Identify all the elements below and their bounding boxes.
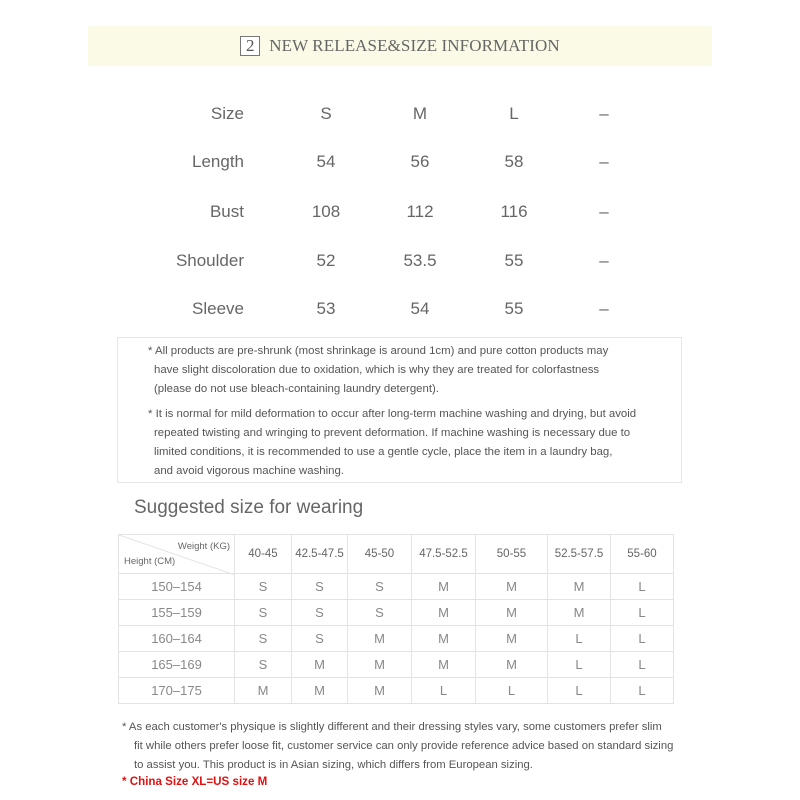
- note-line: limited conditions, it is recommended to use a gentle cycle, place the item in a laundry bag,: [154, 446, 613, 458]
- size-chart-cell: –: [599, 152, 609, 171]
- suggested-size-cell: M: [235, 678, 292, 704]
- size-chart-cell: 56: [410, 152, 430, 171]
- suggested-size-cell: L: [548, 678, 611, 704]
- height-row: [119, 574, 674, 600]
- size-chart-row-label: Length: [192, 152, 244, 171]
- size-chart-header-row: [150, 99, 630, 129]
- suggested-size-cell: S: [292, 600, 348, 626]
- suggested-size-cell: M: [292, 678, 348, 704]
- suggested-size-cell: S: [292, 574, 348, 600]
- sizing-disclaimer: [122, 718, 673, 775]
- size-chart-row-label: Shoulder: [175, 251, 244, 270]
- note-line: (please do not use bleach-containing laundry detergent).: [154, 383, 439, 395]
- suggested-size-cell: M: [548, 574, 611, 600]
- size-chart-row-label: Size: [210, 104, 244, 123]
- section-title: NEW RELEASE&SIZE INFORMATION: [269, 36, 560, 55]
- size-chart-cell: 112: [406, 202, 434, 221]
- size-chart-row: [150, 294, 630, 324]
- size-chart-cell: M: [412, 104, 428, 123]
- disclaimer-line: * As each customer's physique is slightly different and their dressing styles vary, some customers prefer slim: [122, 721, 662, 733]
- size-chart-cell: 116: [500, 202, 528, 221]
- suggested-size-cell: M: [348, 678, 412, 704]
- suggested-size-cell: M: [476, 652, 548, 678]
- care-note-washing: [148, 405, 678, 481]
- note-line: repeated twisting and wringing to prevent deformation. If machine washing is necessary due to: [154, 427, 631, 439]
- size-chart-cell: 53.5: [403, 251, 437, 270]
- section-banner: [88, 26, 712, 66]
- suggested-size-table: [118, 534, 674, 704]
- suggested-size-cell: M: [476, 626, 548, 652]
- suggested-size-cell: M: [476, 600, 548, 626]
- suggested-size-cell: L: [611, 600, 674, 626]
- table-corner-cell: [119, 535, 235, 574]
- weight-axis-label: Weight (KG): [177, 541, 230, 552]
- suggested-size-cell: S: [235, 574, 292, 600]
- size-chart-cell: 54: [410, 299, 430, 318]
- size-chart-cell: 58: [504, 152, 524, 171]
- suggested-size-cell: L: [476, 678, 548, 704]
- suggested-size-cell: S: [348, 600, 412, 626]
- weight-header: 45-50: [348, 535, 412, 574]
- suggested-size-cell: S: [235, 600, 292, 626]
- size-chart-cell: L: [509, 104, 519, 123]
- suggested-size-cell: M: [412, 652, 476, 678]
- disclaimer-line: to assist you. This product is in Asian sizing, which differs from European sizing.: [134, 759, 533, 771]
- weight-header: 52.5-57.5: [548, 535, 611, 574]
- suggested-size-cell: M: [292, 652, 348, 678]
- size-chart-row: [150, 147, 630, 177]
- size-chart-row: [150, 197, 630, 227]
- height-range-cell: 160–164: [119, 626, 235, 652]
- size-chart-cell: –: [599, 202, 609, 221]
- suggested-size-title: Suggested size for wearing: [134, 497, 364, 518]
- suggested-size-cell: S: [235, 626, 292, 652]
- suggested-size-cell: M: [348, 652, 412, 678]
- size-chart-cell: S: [320, 104, 332, 123]
- size-chart-cell: –: [599, 251, 609, 270]
- suggested-size-cell: M: [412, 574, 476, 600]
- size-chart-cell: 53: [316, 299, 336, 318]
- height-row: [119, 600, 674, 626]
- size-chart-cell: –: [599, 299, 609, 318]
- weight-header: 50-55: [476, 535, 548, 574]
- height-range-cell: 165–169: [119, 652, 235, 678]
- size-chart-cell: 54: [316, 152, 336, 171]
- weight-header: 47.5-52.5: [412, 535, 476, 574]
- height-row: [119, 678, 674, 704]
- suggested-size-cell: M: [412, 600, 476, 626]
- weight-header: 40-45: [235, 535, 292, 574]
- note-line: * All products are pre-shrunk (most shrinkage is around 1cm) and pure cotton products may: [148, 345, 609, 357]
- note-line: * It is normal for mild deformation to occur after long-term machine washing and drying, but avoid: [148, 408, 637, 420]
- note-line: and avoid vigorous machine washing.: [154, 465, 344, 477]
- weight-header-row: [119, 535, 674, 574]
- height-range-cell: 150–154: [119, 574, 235, 600]
- height-range-cell: 170–175: [119, 678, 235, 704]
- suggested-size-cell: L: [611, 678, 674, 704]
- height-row: [119, 626, 674, 652]
- disclaimer-line: fit while others prefer loose fit, customer service can only provide reference advice based on standard sizing: [134, 740, 674, 752]
- size-chart-cell: 55: [504, 251, 524, 270]
- size-chart-row-label: Sleeve: [192, 299, 244, 318]
- suggested-size-cell: L: [611, 652, 674, 678]
- section-number-badge: 2: [240, 36, 260, 56]
- suggested-size-cell: M: [548, 600, 611, 626]
- suggested-size-cell: M: [348, 626, 412, 652]
- suggested-size-cell: S: [292, 626, 348, 652]
- weight-header: 42.5-47.5: [292, 535, 348, 574]
- suggested-size-cell: L: [611, 626, 674, 652]
- care-note-shrinkage: [148, 342, 668, 399]
- height-row: [119, 652, 674, 678]
- height-range-cell: 155–159: [119, 600, 235, 626]
- size-chart-cell: 55: [504, 299, 524, 318]
- size-chart-cell: –: [599, 104, 609, 123]
- suggested-size-cell: L: [548, 626, 611, 652]
- size-chart-row: [150, 246, 630, 276]
- size-conversion-note: * China Size XL=US size M: [122, 775, 268, 788]
- suggested-size-cell: S: [348, 574, 412, 600]
- suggested-size-cell: L: [611, 574, 674, 600]
- care-notes-box: [117, 337, 682, 483]
- size-chart-row-label: Bust: [209, 202, 244, 221]
- suggested-size-cell: L: [548, 652, 611, 678]
- size-chart-cell: 108: [311, 202, 341, 221]
- size-chart-cell: 52: [316, 251, 336, 270]
- height-axis-label: Height (CM): [124, 556, 176, 567]
- suggested-size-cell: M: [412, 626, 476, 652]
- suggested-size-cell: L: [412, 678, 476, 704]
- weight-header: 55-60: [611, 535, 674, 574]
- note-line: have slight discoloration due to oxidation, which is why they are treated for colorfastness: [154, 364, 600, 376]
- suggested-size-cell: M: [476, 574, 548, 600]
- suggested-size-cell: S: [235, 652, 292, 678]
